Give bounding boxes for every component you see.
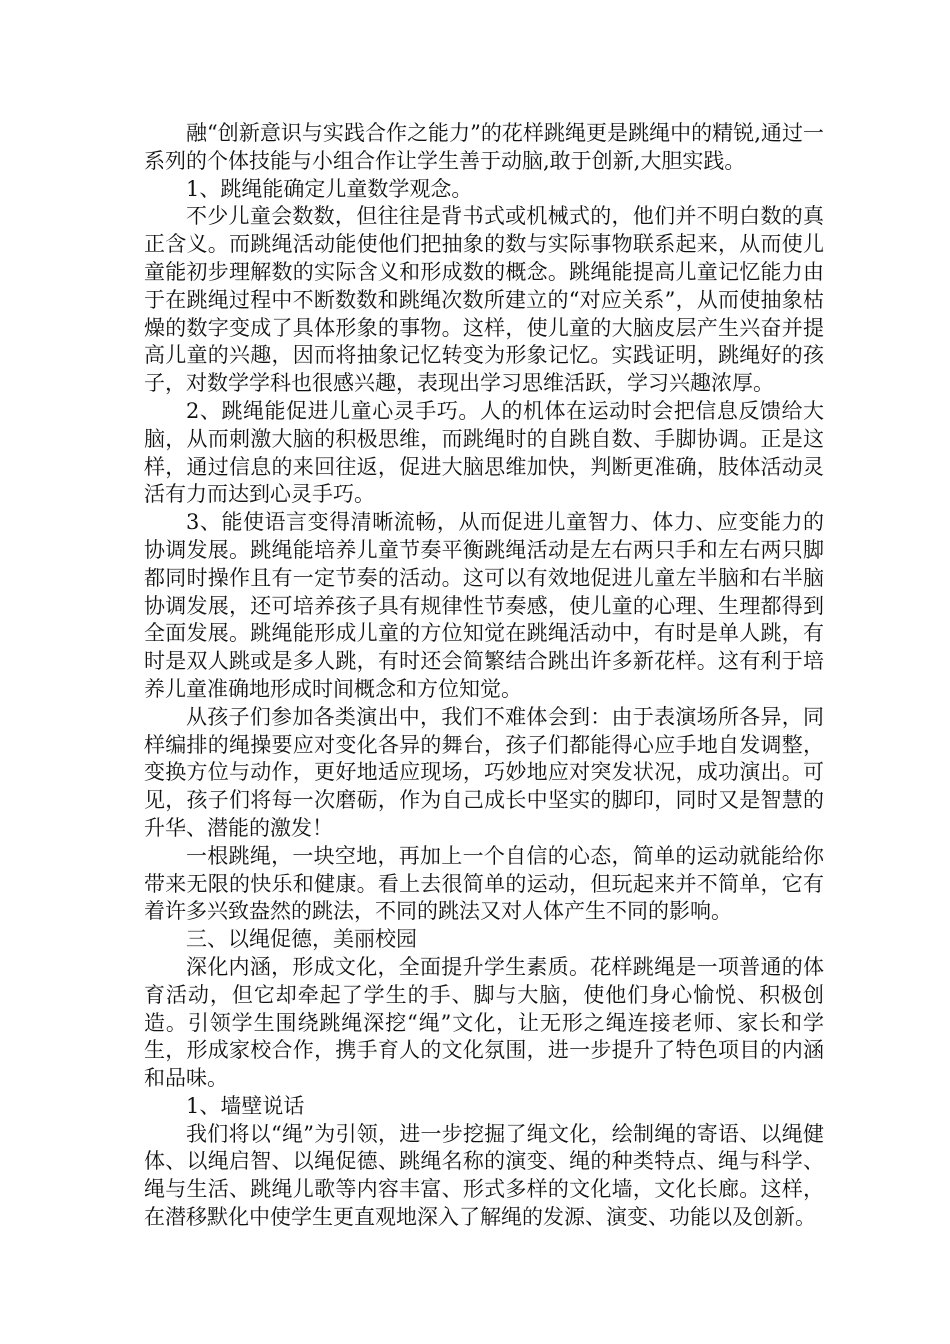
paragraph-one-rope: 一根跳绳，一块空地，再加上一个自信的心态，简单的运动就能给你带来无限的快乐和健康。看上去很简单的运动，但玩起来并不简单，它有着许多兴致盎然的跳法，不同的跳法又对人体产生不同的影响。 bbox=[144, 843, 824, 924]
paragraph-language: 3、能使语言变得清晰流畅，从而促进儿童智力、体力、应变能力的协调发展。跳绳能培养儿童节奏平衡跳绳活动是左右两只手和左右两只脚都同时操作且有一定节奏的活动。这可以有效地促进儿童左半脑和右半脑协调发展，还可培养孩子具有规律性节奏感，使儿童的心理、生理都得到全面发展。跳绳能形成儿童的方位知觉在跳绳活动中，有时是单人跳，有时是双人跳或是多人跳，有时还会简繁结合跳出许多新花样。这有利于培养儿童准确地形成时间概念和方位知觉。 bbox=[144, 510, 824, 701]
paragraph-math-concept: 不少儿童会数数，但往往是背书式或机械式的，他们并不明白数的真正含义。而跳绳活动能使他们把抽象的数与实际事物联系起来，从而使儿童能初步理解数的实际含义和形成数的概念。跳绳能提高儿童记忆能力由于在跳绳过程中不断数数和跳绳次数所建立的“对应关系”，从而使抽象枯燥的数字变成了具体形象的事物。这样，使儿童的大脑皮层产生兴奋并提高儿童的兴趣，因而将抽象记忆转变为形象记忆。实践证明，跳绳好的孩子，对数学学科也很感兴趣，表现出学习思维活跃，学习兴趣浓厚。 bbox=[144, 204, 824, 396]
paragraph-wall-talk: 我们将以“绳”为引领，进一步挖掘了绳文化，绘制绳的寄语、以绳健体、以绳启智、以绳促德、跳绳名称的演变、绳的种类特点、绳与科学、绳与生活、跳绳儿歌等内容丰富、形式多样的文化墙，文化长廊。这样，在潜移默化中使学生更直观地深入了解绳的发源、演变、功能以及创新。 bbox=[144, 1121, 824, 1230]
heading-math-concept: 1、跳绳能确定儿童数学观念。 bbox=[186, 176, 473, 201]
paragraph-dexterity: 2、跳绳能促进儿童心灵手巧。人的机体在运动时会把信息反馈给大脑，从而刺激大脑的积极思维，而跳绳时的自跳自数、手脚协调。正是这样，通过信息的来回往返，促进大脑思维加快，判断更准确，肢体活动灵活有力而达到心灵手巧。 bbox=[144, 398, 824, 507]
paragraph-intro: 融“创新意识与实践合作之能力”的花样跳绳更是跳绳中的精锐,通过一系列的个体技能与小组合作让学生善于动脑,敢于创新,大胆实践。 bbox=[144, 121, 824, 173]
paragraph-performance: 从孩子们参加各类演出中，我们不难体会到：由于表演场所各异，同样编排的绳操要应对变化各异的舞台，孩子们都能得心应手地自发调整，变换方位与动作，更好地适应现场，巧妙地应对突发状况，成功演出。可见，孩子们将每一次磨砺，作为自己成长中坚实的脚印，同时又是智慧的升华、潜能的激发！ bbox=[144, 704, 824, 840]
heading-wall-talk: 1、墙壁说话 bbox=[186, 1093, 305, 1118]
paragraph-culture: 深化内涵，形成文化，全面提升学生素质。花样跳绳是一项普通的体育活动，但它却牵起了学生的手、脚与大脑，使他们身心愉悦、积极创造。引领学生围绕跳绳深挖“绳”文化，让无形之绳连接老师、家长和学生，形成家校合作，携手育人的文化氛围，进一步提升了特色项目的内涵和品味。 bbox=[144, 954, 824, 1091]
document-body bbox=[144, 120, 824, 1232]
heading-section-three: 三、以绳促德，美丽校园 bbox=[186, 927, 417, 952]
